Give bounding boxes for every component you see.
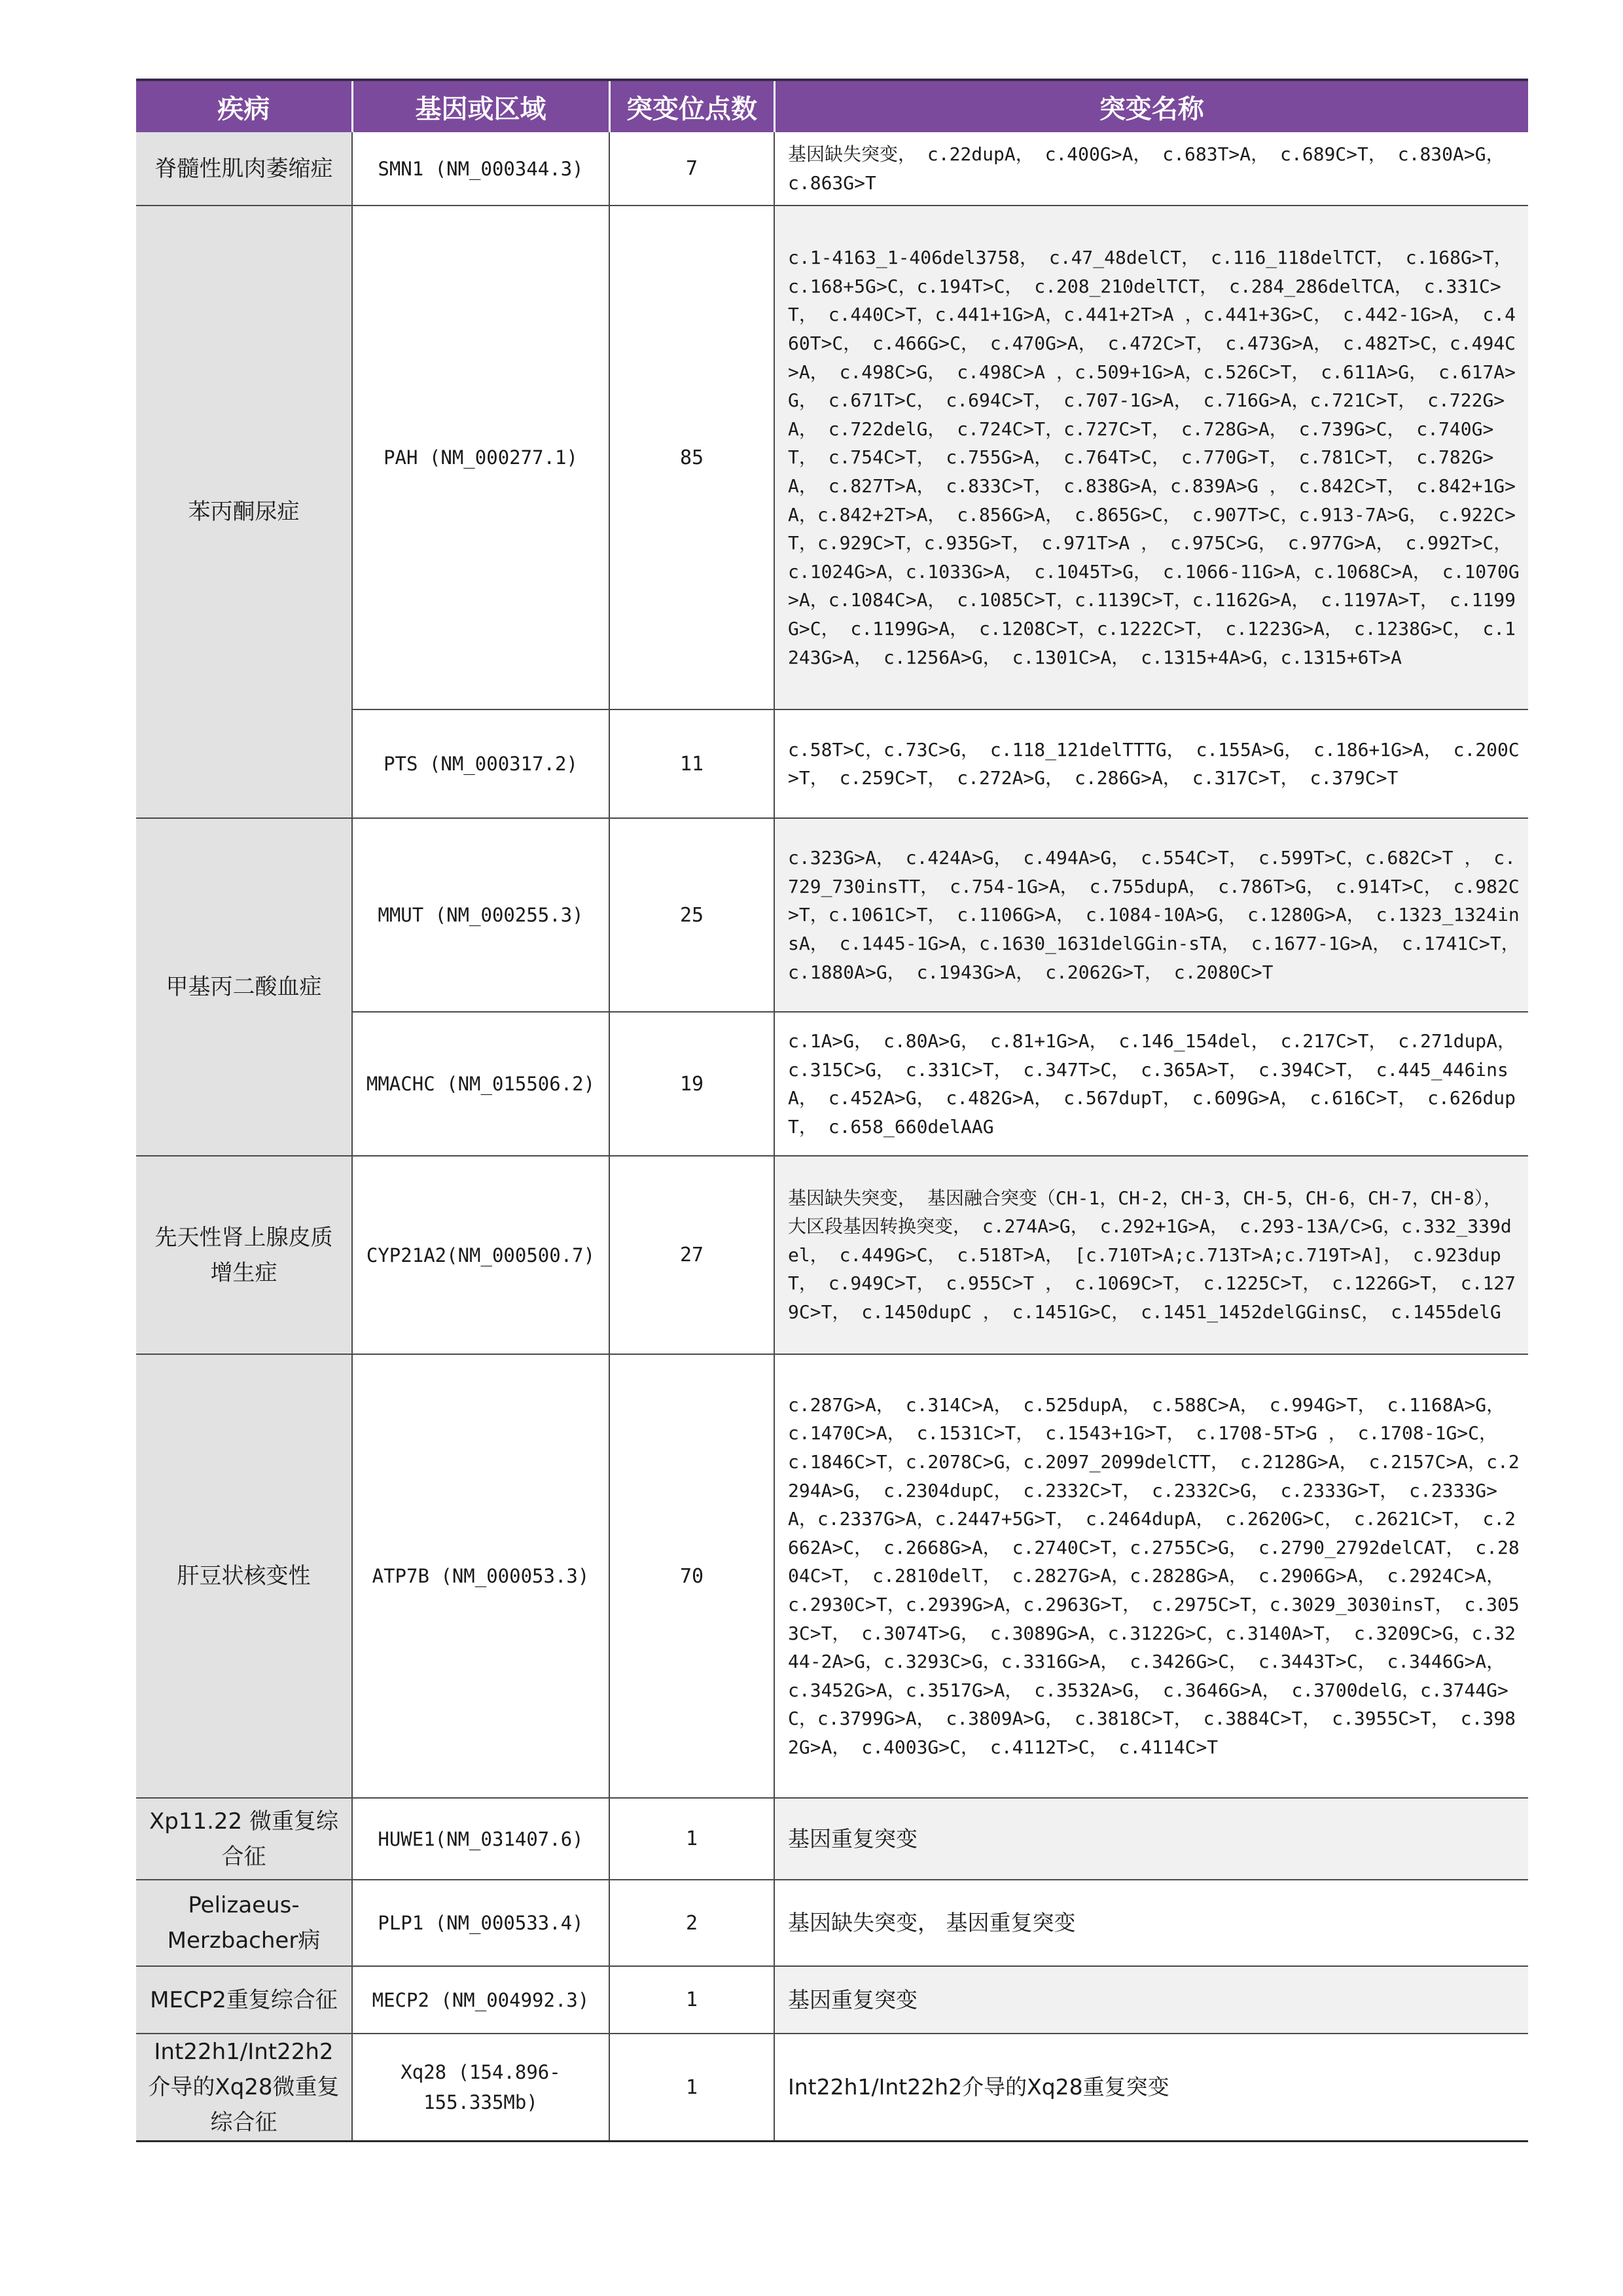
- mutations-cell: c.287G>A， c.314C>A， c.525dupA， c.588C>A， c.994G>T， c.1168A>G， c.1470C>A， c.1531C>T， c.1543+1G>T， c.1708-5T>G ， c.1708-1G>C， c.1846C>T，c.2078C>G，c.2097_2099delCTT， c.2128G>A， c.2157C>A，c.2294A>G， c.2304dupC， c.2332C>T， c.2332C>G， c.2333G>T， c.2333G>A，c.2337G>A，c.2447+5G>T， c.2464dupA， c.2620G>C， c.2621C>T， c.2662A>C， c.2668G>A， c.2740C>T，c.2755C>G， c.2790_2792delCAT， c.2804C>T， c.2810delT， c.2827G>A，c.2828G>A， c.2906G>A， c.2924C>A， c.2930C>T，c.2939G>A，c.2963G>T， c.2975C>T，c.3029_3030insT， c.3053C>T， c.3074T>G， c.3089G>A，c.3122G>C，c.3140A>T， c.3209C>G，c.3244-2A>G，c.3293C>G，c.3316G>A， c.3426G>C， c.3443T>C， c.3446G>A，c.3452G>A，c.3517G>A， c.3532A>G， c.3646G>A， c.3700delG，c.3744G>C，c.3799G>A， c.3809A>G， c.3818C>T， c.3884C>T， c.3955C>T， c.3982G>A， c.4003G>C， c.4112T>C， c.4114C>T: [774, 1354, 1528, 1798]
- mutations-cell: 基因重复突变: [774, 1798, 1528, 1880]
- mutations-cell: 基因缺失突变， 基因融合突变（CH-1，CH-2，CH-3，CH-5，CH-6，CH-7，CH-8）， 大区段基因转换突变， c.274A>G， c.292+1G>A， c.293-13A/C>G，c.332_339del， c.449G>C， c.518T>A， [c.710T>A;c.713T>A;c.719T>A]， c.923dupT， c.949C>T， c.955C>T ， c.1069C>T， c.1225C>T， c.1226G>T， c.1279C>T， c.1450dupC ， c.1451G>C， c.1451_1452delGGinsC， c.1455delG: [774, 1156, 1528, 1354]
- gene-cell: PTS (NM_000317.2): [352, 709, 609, 818]
- table-row: [136, 2034, 1528, 2142]
- disease-cell: Pelizaeus-Merzbacher病: [136, 1880, 352, 1966]
- table-row: [136, 1798, 1528, 1880]
- table-row: [136, 818, 1528, 1012]
- mutations-cell: 基因重复突变: [774, 1966, 1528, 2034]
- disease-cell: Int22h1/Int22h2介导的Xq28微重复综合征: [136, 2034, 352, 2142]
- count-cell: 1: [609, 1966, 774, 2034]
- count-cell: 25: [609, 818, 774, 1012]
- gene-cell: MMACHC (NM_015506.2): [352, 1012, 609, 1156]
- table-row: [136, 206, 1528, 709]
- table-row: [136, 1966, 1528, 2034]
- mutations-cell: 基因缺失突变， c.22dupA， c.400G>A， c.683T>A， c.689C>T， c.830A>G， c.863G>T: [774, 132, 1528, 206]
- table-row: [136, 1354, 1528, 1798]
- table-row: [136, 1156, 1528, 1354]
- disease-cell: 苯丙酮尿症: [136, 206, 352, 818]
- count-cell: 85: [609, 206, 774, 709]
- header-row: [136, 80, 1528, 132]
- gene-cell: SMN1 (NM_000344.3): [352, 132, 609, 206]
- gene-mutation-table: [136, 79, 1528, 2142]
- mutations-cell: c.1-4163_1-406del3758， c.47_48delCT， c.116_118delTCT， c.168G>T， c.168+5G>C，c.194T>C， c.208_210delTCT， c.284_286delTCA， c.331C>T， c.440C>T，c.441+1G>A，c.441+2T>A ，c.441+3G>C， c.442-1G>A， c.460T>C， c.466G>C， c.470G>A， c.472C>T， c.473G>A， c.482T>C，c.494C>A， c.498C>G， c.498C>A ，c.509+1G>A，c.526C>T， c.611A>G， c.617A>G， c.671T>C， c.694C>T， c.707-1G>A， c.716G>A，c.721C>T， c.722G>A， c.722delG， c.724C>T，c.727C>T， c.728G>A， c.739G>C， c.740G>T， c.754C>T， c.755G>A， c.764T>C， c.770G>T， c.781C>T， c.782G>A， c.827T>A， c.833C>T， c.838G>A，c.839A>G ， c.842C>T， c.842+1G>A，c.842+2T>A， c.856G>A， c.865G>C， c.907T>C，c.913-7A>G， c.922C>T，c.929C>T，c.935G>T， c.971T>A ， c.975C>G， c.977G>A， c.992T>C，c.1024G>A，c.1033G>A， c.1045T>G， c.1066-11G>A，c.1068C>A， c.1070G>A，c.1084C>A， c.1085C>T，c.1139C>T，c.1162G>A， c.1197A>T， c.1199G>C， c.1199G>A， c.1208C>T，c.1222C>T， c.1223G>A， c.1238G>C， c.1243G>A， c.1256A>G， c.1301C>A， c.1315+4A>G，c.1315+6T>A: [774, 206, 1528, 709]
- disease-cell: MECP2重复综合征: [136, 1966, 352, 2034]
- gene-cell: Xq28 (154.896-155.335Mb): [352, 2034, 609, 2142]
- disease-cell: Xp11.22 微重复综合征: [136, 1798, 352, 1880]
- disease-cell: 甲基丙二酸血症: [136, 818, 352, 1156]
- gene-cell: CYP21A2(NM_000500.7): [352, 1156, 609, 1354]
- count-cell: 7: [609, 132, 774, 206]
- gene-cell: ATP7B (NM_000053.3): [352, 1354, 609, 1798]
- count-cell: 19: [609, 1012, 774, 1156]
- header-disease: 疾病: [136, 80, 352, 132]
- disease-cell: 肝豆状核变性: [136, 1354, 352, 1798]
- mutations-cell: 基因缺失突变， 基因重复突变: [774, 1880, 1528, 1966]
- table-row: [136, 1880, 1528, 1966]
- table-row: [136, 132, 1528, 206]
- disease-cell: 先天性肾上腺皮质增生症: [136, 1156, 352, 1354]
- count-cell: 11: [609, 709, 774, 818]
- header-count: 突变位点数: [609, 80, 774, 132]
- gene-cell: MECP2 (NM_004992.3): [352, 1966, 609, 2034]
- gene-cell: MMUT (NM_000255.3): [352, 818, 609, 1012]
- gene-cell: PLP1 (NM_000533.4): [352, 1880, 609, 1966]
- mutations-cell: c.1A>G， c.80A>G， c.81+1G>A， c.146_154del， c.217C>T， c.271dupA， c.315C>G， c.331C>T， c.347T>C， c.365A>T， c.394C>T， c.445_446insA， c.452A>G， c.482G>A， c.567dupT， c.609G>A， c.616C>T， c.626dupT， c.658_660delAAG: [774, 1012, 1528, 1156]
- mutations-cell: c.58T>C，c.73C>G， c.118_121delTTTG， c.155A>G， c.186+1G>A， c.200C>T， c.259C>T， c.272A>G， c.286G>A， c.317C>T， c.379C>T: [774, 709, 1528, 818]
- count-cell: 70: [609, 1354, 774, 1798]
- count-cell: 1: [609, 2034, 774, 2142]
- disease-cell: 脊髓性肌肉萎缩症: [136, 132, 352, 206]
- count-cell: 27: [609, 1156, 774, 1354]
- mutations-cell: c.323G>A， c.424A>G， c.494A>G， c.554C>T， c.599T>C，c.682C>T ， c.729_730insTT， c.754-1G>A， c.755dupA， c.786T>G， c.914T>C， c.982C>T，c.1061C>T， c.1106G>A， c.1084-10A>G， c.1280G>A， c.1323_1324insA， c.1445-1G>A，c.1630_1631delGGin-sTA， c.1677-1G>A， c.1741C>T， c.1880A>G， c.1943G>A， c.2062G>T， c.2080C>T: [774, 818, 1528, 1012]
- gene-cell: PAH (NM_000277.1): [352, 206, 609, 709]
- gene-cell: HUWE1(NM_031407.6): [352, 1798, 609, 1880]
- header-mutations: 突变名称: [774, 80, 1528, 132]
- count-cell: 2: [609, 1880, 774, 1966]
- mutations-cell: Int22h1/Int22h2介导的Xq28重复突变: [774, 2034, 1528, 2142]
- count-cell: 1: [609, 1798, 774, 1880]
- header-gene: 基因或区域: [352, 80, 609, 132]
